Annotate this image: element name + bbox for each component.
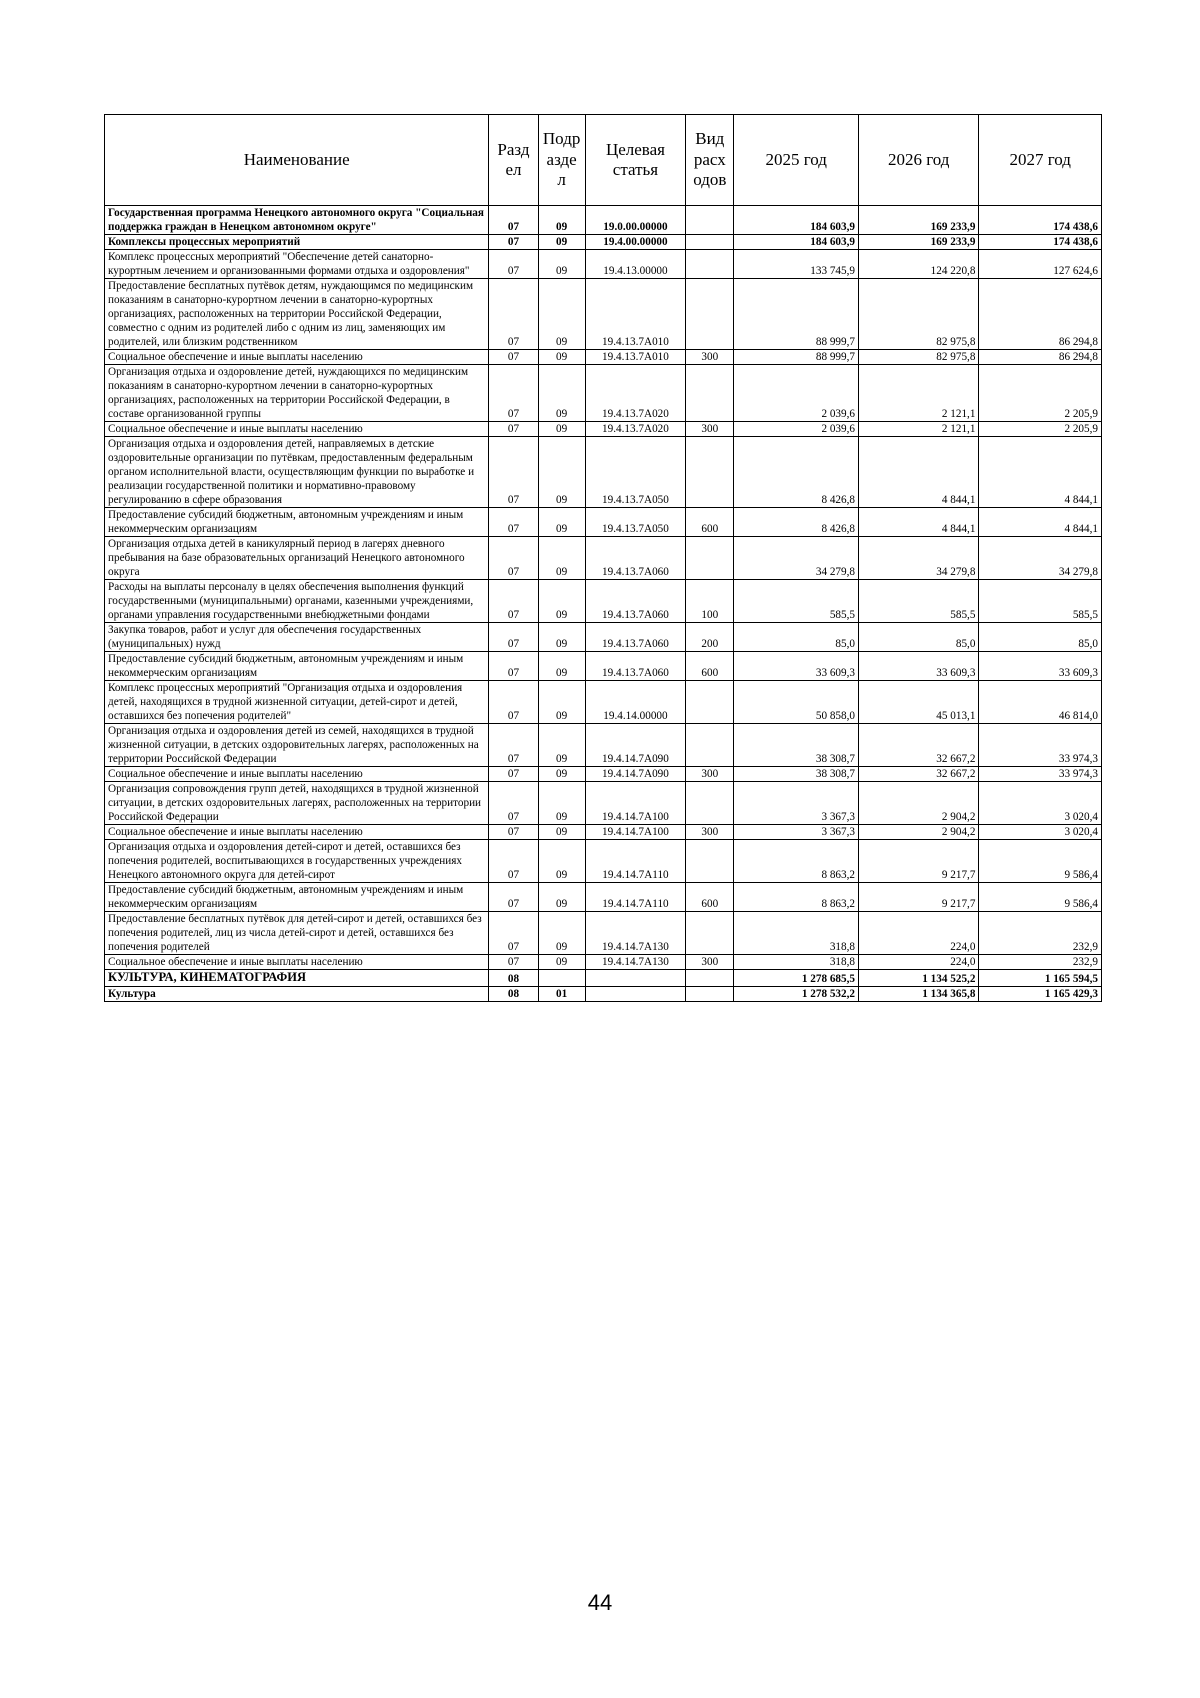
cell-podrazdel: 09 bbox=[538, 883, 585, 912]
cell-name: Закупка товаров, работ и услуг для обеспечения государственных (муниципальных) нужд bbox=[105, 623, 489, 652]
cell-name: Комплекс процессных мероприятий "Обеспечение детей санаторно-курортным лечением и организованными формами отдыха и оздоровления" bbox=[105, 250, 489, 279]
cell-podrazdel: 09 bbox=[538, 825, 585, 840]
cell-2025: 85,0 bbox=[734, 623, 859, 652]
cell-2026: 82 975,8 bbox=[859, 279, 979, 350]
cell-expense-type bbox=[686, 250, 734, 279]
cell-name: Комплекс процессных мероприятий "Организация отдыха и оздоровления детей, находящихся в трудной жизненной ситуации, детей-сирот и детей, оставшихся без попечения родителей" bbox=[105, 681, 489, 724]
cell-name: Социальное обеспечение и иные выплаты населению bbox=[105, 955, 489, 970]
cell-2027: 127 624,6 bbox=[979, 250, 1102, 279]
cell-razdel: 07 bbox=[489, 250, 538, 279]
cell-target-article: 19.4.14.7А100 bbox=[585, 782, 686, 825]
cell-name: Расходы на выплаты персоналу в целях обеспечения выполнения функций государственными (муниципальными) органами, казенными учреждениями, органами управления государственными внебюджетными фондами bbox=[105, 580, 489, 623]
table-row bbox=[105, 235, 1102, 250]
cell-2025: 33 609,3 bbox=[734, 652, 859, 681]
cell-expense-type bbox=[686, 279, 734, 350]
table-row bbox=[105, 508, 1102, 537]
cell-target-article: 19.4.14.7А130 bbox=[585, 912, 686, 955]
cell-name: Социальное обеспечение и иные выплаты населению bbox=[105, 350, 489, 365]
cell-name: Организация сопровождения групп детей, находящихся в трудной жизненной ситуации, в детских оздоровительных лагерях, расположенных на территории Российской Федерации bbox=[105, 782, 489, 825]
cell-2025: 8 426,8 bbox=[734, 437, 859, 508]
cell-2026: 124 220,8 bbox=[859, 250, 979, 279]
cell-2026: 9 217,7 bbox=[859, 883, 979, 912]
cell-razdel: 07 bbox=[489, 825, 538, 840]
cell-name: Организация отдыха и оздоровление детей, нуждающихся по медицинским показаниям в санаторно-курортном лечении в санаторно-курортных организациях, расположенных на территории Российской Федерации, в составе организованной группы bbox=[105, 365, 489, 422]
cell-2027: 33 974,3 bbox=[979, 724, 1102, 767]
cell-2026: 4 844,1 bbox=[859, 508, 979, 537]
table-row bbox=[105, 250, 1102, 279]
cell-target-article: 19.4.13.7А010 bbox=[585, 350, 686, 365]
cell-2027: 4 844,1 bbox=[979, 437, 1102, 508]
table-row bbox=[105, 350, 1102, 365]
cell-name: КУЛЬТУРА, КИНЕМАТОГРАФИЯ bbox=[105, 970, 489, 987]
cell-expense-type: 600 bbox=[686, 652, 734, 681]
cell-expense-type bbox=[686, 970, 734, 987]
cell-podrazdel: 09 bbox=[538, 840, 585, 883]
table-row bbox=[105, 970, 1102, 987]
cell-name: Предоставление бесплатных путёвок детям, нуждающимся по медицинским показаниям в санаторно-курортном лечении в санаторно-курортных организациях, расположенных на территории Российской Федерации, совместно с одним из родителей либо с одним из лиц, заменяющих им родителей, или близким родственником bbox=[105, 279, 489, 350]
cell-2025: 1 278 532,2 bbox=[734, 986, 859, 1001]
cell-2027: 232,9 bbox=[979, 955, 1102, 970]
table-row bbox=[105, 681, 1102, 724]
cell-2025: 34 279,8 bbox=[734, 537, 859, 580]
cell-2027: 85,0 bbox=[979, 623, 1102, 652]
table-row bbox=[105, 206, 1102, 235]
table-row bbox=[105, 912, 1102, 955]
cell-expense-type bbox=[686, 840, 734, 883]
cell-target-article: 19.4.14.7А090 bbox=[585, 767, 686, 782]
cell-podrazdel: 09 bbox=[538, 365, 585, 422]
table-row bbox=[105, 279, 1102, 350]
cell-expense-type: 300 bbox=[686, 955, 734, 970]
cell-target-article bbox=[585, 986, 686, 1001]
cell-expense-type bbox=[686, 206, 734, 235]
col-header-name: Наименование bbox=[105, 115, 489, 206]
cell-2025: 1 278 685,5 bbox=[734, 970, 859, 987]
cell-2027: 86 294,8 bbox=[979, 279, 1102, 350]
cell-podrazdel: 09 bbox=[538, 508, 585, 537]
cell-expense-type: 200 bbox=[686, 623, 734, 652]
cell-2027: 174 438,6 bbox=[979, 206, 1102, 235]
cell-2025: 38 308,7 bbox=[734, 724, 859, 767]
cell-2025: 318,8 bbox=[734, 955, 859, 970]
cell-razdel: 07 bbox=[489, 955, 538, 970]
cell-2026: 2 904,2 bbox=[859, 782, 979, 825]
cell-podrazdel: 09 bbox=[538, 955, 585, 970]
cell-podrazdel: 01 bbox=[538, 986, 585, 1001]
cell-podrazdel: 09 bbox=[538, 580, 585, 623]
cell-2027: 3 020,4 bbox=[979, 782, 1102, 825]
cell-podrazdel: 09 bbox=[538, 422, 585, 437]
cell-expense-type bbox=[686, 912, 734, 955]
cell-name: Организация отдыха и оздоровления детей-сирот и детей, оставшихся без попечения родителей, воспитывающихся в государственных учреждениях Ненецкого автономного округа для детей-сирот bbox=[105, 840, 489, 883]
table-row bbox=[105, 365, 1102, 422]
cell-razdel: 07 bbox=[489, 912, 538, 955]
cell-2026: 169 233,9 bbox=[859, 235, 979, 250]
cell-2026: 45 013,1 bbox=[859, 681, 979, 724]
cell-expense-type: 300 bbox=[686, 825, 734, 840]
cell-podrazdel: 09 bbox=[538, 235, 585, 250]
cell-expense-type bbox=[686, 437, 734, 508]
cell-razdel: 07 bbox=[489, 681, 538, 724]
cell-name: Организация отдыха детей в каникулярный период в лагерях дневного пребывания на базе образовательных организаций Ненецкого автономного округа bbox=[105, 537, 489, 580]
cell-name: Социальное обеспечение и иные выплаты населению bbox=[105, 825, 489, 840]
cell-target-article: 19.4.14.7А110 bbox=[585, 883, 686, 912]
cell-2025: 8 426,8 bbox=[734, 508, 859, 537]
cell-razdel: 07 bbox=[489, 580, 538, 623]
cell-2025: 3 367,3 bbox=[734, 825, 859, 840]
cell-name: Комплексы процессных мероприятий bbox=[105, 235, 489, 250]
cell-name: Организация отдыха и оздоровления детей, направляемых в детские оздоровительные организации по путёвкам, предоставленным федеральным органом исполнительной власти, осуществляющим функции по выработке и реализации государственной политики и нормативно-правовому регулированию в сфере образования bbox=[105, 437, 489, 508]
cell-2027: 86 294,8 bbox=[979, 350, 1102, 365]
cell-2026: 1 134 525,2 bbox=[859, 970, 979, 987]
cell-2027: 9 586,4 bbox=[979, 883, 1102, 912]
cell-2025: 318,8 bbox=[734, 912, 859, 955]
cell-2027: 33 609,3 bbox=[979, 652, 1102, 681]
table-row bbox=[105, 580, 1102, 623]
cell-target-article: 19.4.14.7А090 bbox=[585, 724, 686, 767]
cell-expense-type bbox=[686, 681, 734, 724]
cell-2026: 4 844,1 bbox=[859, 437, 979, 508]
cell-2025: 585,5 bbox=[734, 580, 859, 623]
cell-2026: 2 904,2 bbox=[859, 825, 979, 840]
cell-expense-type: 600 bbox=[686, 508, 734, 537]
cell-target-article: 19.4.13.7А060 bbox=[585, 580, 686, 623]
cell-2025: 2 039,6 bbox=[734, 365, 859, 422]
cell-2027: 9 586,4 bbox=[979, 840, 1102, 883]
cell-2027: 585,5 bbox=[979, 580, 1102, 623]
cell-target-article bbox=[585, 970, 686, 987]
cell-2026: 85,0 bbox=[859, 623, 979, 652]
cell-podrazdel bbox=[538, 970, 585, 987]
cell-2027: 33 974,3 bbox=[979, 767, 1102, 782]
cell-expense-type bbox=[686, 782, 734, 825]
cell-target-article: 19.4.14.7А130 bbox=[585, 955, 686, 970]
table-body bbox=[105, 206, 1102, 1002]
cell-expense-type bbox=[686, 537, 734, 580]
table-row bbox=[105, 840, 1102, 883]
cell-razdel: 07 bbox=[489, 279, 538, 350]
cell-razdel: 08 bbox=[489, 986, 538, 1001]
cell-razdel: 07 bbox=[489, 623, 538, 652]
cell-expense-type bbox=[686, 986, 734, 1001]
cell-podrazdel: 09 bbox=[538, 912, 585, 955]
cell-razdel: 07 bbox=[489, 840, 538, 883]
cell-expense-type: 600 bbox=[686, 883, 734, 912]
cell-2025: 88 999,7 bbox=[734, 350, 859, 365]
cell-name: Организация отдыха и оздоровления детей из семей, находящихся в трудной жизненной ситуации, в детских оздоровительных лагерях, расположенных на территории Российской Федерации bbox=[105, 724, 489, 767]
cell-2026: 82 975,8 bbox=[859, 350, 979, 365]
col-header-razdel: Разд ел bbox=[489, 115, 538, 206]
cell-target-article: 19.4.00.00000 bbox=[585, 235, 686, 250]
cell-name: Предоставление бесплатных путёвок для детей-сирот и детей, оставшихся без попечения родителей, лиц из числа детей-сирот и детей, оставшихся без попечения родителей bbox=[105, 912, 489, 955]
table-row bbox=[105, 537, 1102, 580]
cell-podrazdel: 09 bbox=[538, 782, 585, 825]
cell-target-article: 19.4.13.7А060 bbox=[585, 537, 686, 580]
cell-podrazdel: 09 bbox=[538, 652, 585, 681]
cell-2026: 32 667,2 bbox=[859, 767, 979, 782]
col-header-expense-type: Вид расх одов bbox=[686, 115, 734, 206]
cell-2027: 1 165 594,5 bbox=[979, 970, 1102, 987]
cell-2026: 34 279,8 bbox=[859, 537, 979, 580]
cell-2027: 46 814,0 bbox=[979, 681, 1102, 724]
cell-podrazdel: 09 bbox=[538, 350, 585, 365]
cell-razdel: 07 bbox=[489, 437, 538, 508]
cell-2026: 585,5 bbox=[859, 580, 979, 623]
cell-podrazdel: 09 bbox=[538, 537, 585, 580]
cell-2025: 88 999,7 bbox=[734, 279, 859, 350]
cell-target-article: 19.4.13.7А060 bbox=[585, 623, 686, 652]
col-header-2027: 2027 год bbox=[979, 115, 1102, 206]
cell-razdel: 07 bbox=[489, 422, 538, 437]
cell-name: Предоставление субсидий бюджетным, автономным учреждениям и иным некоммерческим организациям bbox=[105, 652, 489, 681]
cell-2025: 50 858,0 bbox=[734, 681, 859, 724]
cell-name: Социальное обеспечение и иные выплаты населению bbox=[105, 767, 489, 782]
cell-2027: 3 020,4 bbox=[979, 825, 1102, 840]
table-row bbox=[105, 767, 1102, 782]
cell-podrazdel: 09 bbox=[538, 767, 585, 782]
col-header-2026: 2026 год bbox=[859, 115, 979, 206]
cell-2026: 2 121,1 bbox=[859, 422, 979, 437]
cell-razdel: 07 bbox=[489, 235, 538, 250]
table-header-row bbox=[105, 115, 1102, 206]
page-number: 44 bbox=[587, 1590, 613, 1615]
cell-target-article: 19.0.00.00000 bbox=[585, 206, 686, 235]
cell-2025: 184 603,9 bbox=[734, 235, 859, 250]
table-row bbox=[105, 437, 1102, 508]
table-row bbox=[105, 623, 1102, 652]
cell-2025: 8 863,2 bbox=[734, 840, 859, 883]
cell-name: Социальное обеспечение и иные выплаты населению bbox=[105, 422, 489, 437]
cell-razdel: 07 bbox=[489, 537, 538, 580]
cell-razdel: 07 bbox=[489, 652, 538, 681]
cell-2025: 2 039,6 bbox=[734, 422, 859, 437]
cell-2027: 232,9 bbox=[979, 912, 1102, 955]
cell-expense-type: 100 bbox=[686, 580, 734, 623]
cell-2026: 9 217,7 bbox=[859, 840, 979, 883]
table-row bbox=[105, 986, 1102, 1001]
table-row bbox=[105, 422, 1102, 437]
table-row bbox=[105, 955, 1102, 970]
cell-2027: 174 438,6 bbox=[979, 235, 1102, 250]
cell-2027: 2 205,9 bbox=[979, 422, 1102, 437]
cell-name: Предоставление субсидий бюджетным, автономным учреждениям и иным некоммерческим организациям bbox=[105, 508, 489, 537]
cell-target-article: 19.4.13.7А050 bbox=[585, 508, 686, 537]
cell-target-article: 19.4.13.7А010 bbox=[585, 279, 686, 350]
table-row bbox=[105, 724, 1102, 767]
cell-expense-type: 300 bbox=[686, 422, 734, 437]
cell-2025: 133 745,9 bbox=[734, 250, 859, 279]
cell-podrazdel: 09 bbox=[538, 681, 585, 724]
cell-2026: 224,0 bbox=[859, 955, 979, 970]
cell-expense-type bbox=[686, 235, 734, 250]
table-row bbox=[105, 652, 1102, 681]
cell-razdel: 07 bbox=[489, 365, 538, 422]
cell-expense-type: 300 bbox=[686, 350, 734, 365]
cell-name: Культура bbox=[105, 986, 489, 1001]
cell-podrazdel: 09 bbox=[538, 206, 585, 235]
cell-razdel: 07 bbox=[489, 883, 538, 912]
col-header-podrazdel: Подр азде л bbox=[538, 115, 585, 206]
cell-target-article: 19.4.13.7А050 bbox=[585, 437, 686, 508]
cell-razdel: 07 bbox=[489, 767, 538, 782]
cell-target-article: 19.4.14.7А110 bbox=[585, 840, 686, 883]
cell-target-article: 19.4.13.7А020 bbox=[585, 365, 686, 422]
cell-target-article: 19.4.14.00000 bbox=[585, 681, 686, 724]
cell-podrazdel: 09 bbox=[538, 437, 585, 508]
cell-2025: 3 367,3 bbox=[734, 782, 859, 825]
cell-target-article: 19.4.13.7А060 bbox=[585, 652, 686, 681]
cell-2025: 38 308,7 bbox=[734, 767, 859, 782]
cell-razdel: 07 bbox=[489, 782, 538, 825]
cell-razdel: 07 bbox=[489, 508, 538, 537]
cell-2026: 2 121,1 bbox=[859, 365, 979, 422]
cell-target-article: 19.4.13.00000 bbox=[585, 250, 686, 279]
cell-2025: 8 863,2 bbox=[734, 883, 859, 912]
cell-expense-type bbox=[686, 365, 734, 422]
cell-2026: 169 233,9 bbox=[859, 206, 979, 235]
cell-expense-type bbox=[686, 724, 734, 767]
cell-target-article: 19.4.14.7А100 bbox=[585, 825, 686, 840]
cell-razdel: 07 bbox=[489, 206, 538, 235]
cell-podrazdel: 09 bbox=[538, 250, 585, 279]
cell-podrazdel: 09 bbox=[538, 279, 585, 350]
budget-table bbox=[104, 114, 1102, 1002]
cell-target-article: 19.4.13.7А020 bbox=[585, 422, 686, 437]
cell-2027: 1 165 429,3 bbox=[979, 986, 1102, 1001]
cell-2027: 4 844,1 bbox=[979, 508, 1102, 537]
cell-razdel: 07 bbox=[489, 350, 538, 365]
cell-2027: 2 205,9 bbox=[979, 365, 1102, 422]
cell-podrazdel: 09 bbox=[538, 623, 585, 652]
table-row bbox=[105, 825, 1102, 840]
table-row bbox=[105, 782, 1102, 825]
cell-2026: 1 134 365,8 bbox=[859, 986, 979, 1001]
cell-razdel: 08 bbox=[489, 970, 538, 987]
cell-2027: 34 279,8 bbox=[979, 537, 1102, 580]
cell-expense-type: 300 bbox=[686, 767, 734, 782]
table-row bbox=[105, 883, 1102, 912]
cell-2026: 32 667,2 bbox=[859, 724, 979, 767]
cell-2025: 184 603,9 bbox=[734, 206, 859, 235]
cell-2026: 224,0 bbox=[859, 912, 979, 955]
cell-name: Государственная программа Ненецкого автономного округа "Социальная поддержка граждан в Ненецком автономном округе" bbox=[105, 206, 489, 235]
cell-2026: 33 609,3 bbox=[859, 652, 979, 681]
col-header-target-article: Целевая статья bbox=[585, 115, 686, 206]
col-header-2025: 2025 год bbox=[734, 115, 859, 206]
cell-podrazdel: 09 bbox=[538, 724, 585, 767]
cell-name: Предоставление субсидий бюджетным, автономным учреждениям и иным некоммерческим организациям bbox=[105, 883, 489, 912]
cell-razdel: 07 bbox=[489, 724, 538, 767]
